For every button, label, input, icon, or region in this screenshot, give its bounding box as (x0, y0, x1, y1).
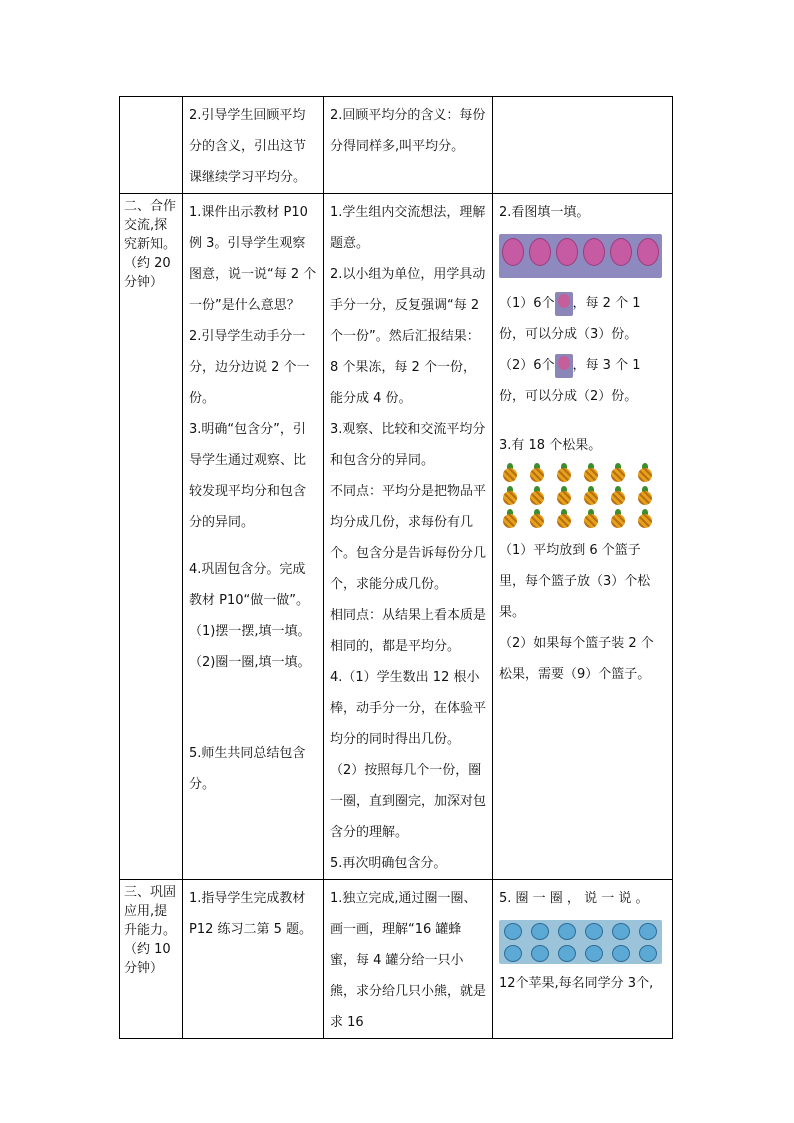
apple-icon (612, 945, 630, 962)
pinecone-icon (582, 509, 600, 529)
lesson-plan-table (119, 96, 673, 1039)
teacher-step: 3.明确“包含分”，引导学生通过观察、比较发现平均分和包含分的异同。 (189, 422, 307, 530)
balloon-picture (499, 234, 662, 278)
teacher-cell (183, 97, 324, 194)
student-cell (324, 880, 493, 1039)
apple-icon (504, 945, 522, 962)
pinecone-icon (555, 463, 573, 483)
stage-cell (120, 880, 183, 1039)
teacher-step: 2.引导学生回顾平均分的含义，引出这节课继续学习平均分。 (189, 108, 307, 185)
balloon-icon (556, 238, 578, 266)
exercise-item-lead: （1）6个 (499, 296, 555, 311)
student-cell (324, 194, 493, 880)
pinecone-icon (609, 463, 627, 483)
apple-icon (558, 945, 576, 962)
teacher-cell (183, 880, 324, 1039)
pinecone-icon (636, 463, 654, 483)
student-step: 1.学生组内交流想法，理解题意。 (330, 205, 486, 251)
pinecone-icon (636, 509, 654, 529)
exercise-item-tail: ，每 3 个 1 份，可以分成（2）份。 (499, 358, 641, 404)
pinecone-icon (528, 486, 546, 506)
exercise-item (499, 288, 666, 350)
exercise-item: 12个苹果,每名同学分 3个, (499, 976, 654, 991)
pinecone-icon (609, 486, 627, 506)
student-step: 相同点：从结果上看本质是相同的，都是平均分。 (330, 608, 487, 654)
student-step: 1.独立完成,通过圈一圈、画一画，理解“16 罐蜂蜜，每 4 罐分给一只小熊，求分给几只小熊，就是求 16 (330, 891, 487, 1030)
teacher-step: （2)圈一圈,填一填。 (189, 655, 311, 670)
exercise-item (499, 350, 666, 412)
student-step: 不同点：平均分是把物品平均分成几份，求每份有几个。包含分是告诉每份分几个，求能分成几份。 (330, 484, 487, 592)
stage-label (120, 97, 182, 100)
apple-picture (499, 920, 662, 964)
stage-cell (120, 194, 183, 880)
teacher-step: 1.课件出示教材 P10 例 3。引导学生观察图意，说一说“每 2 个一份”是什么意思？ (189, 205, 317, 313)
teacher-cell (183, 194, 324, 880)
apple-icon (531, 945, 549, 962)
apple-icon (639, 923, 657, 940)
teacher-step: 4.巩固包含分。完成教材 P10“做一做”。 (189, 562, 309, 608)
stage-label: 二、合作交流,探究新知。（约 20 分钟） (124, 199, 177, 290)
stage-cell (120, 97, 183, 194)
pinecone-icon (636, 486, 654, 506)
practice-cell (493, 97, 673, 194)
student-step: 2.回顾平均分的含义：每份分得同样多,叫平均分。 (330, 108, 486, 154)
balloon-icon (583, 238, 605, 266)
apple-icon (585, 945, 603, 962)
apple-icon (531, 923, 549, 940)
teacher-step: 2.引导学生动手分一分，边分边说 2 个一份。 (189, 329, 310, 406)
practice-cell (493, 880, 673, 1039)
student-step: （2）按照每几个一份，圈一圈，直到圈完，加深对包含分的理解。 (330, 763, 487, 840)
pinecone-icon (555, 486, 573, 506)
teacher-step: 1.指导学生完成教材 P12 练习二第 5 题。 (189, 891, 313, 937)
apple-icon (612, 923, 630, 940)
table-row (120, 194, 673, 880)
table-row (120, 880, 673, 1039)
apple-icon (504, 923, 522, 940)
student-step: 5.再次明确包含分。 (330, 856, 447, 871)
student-step: 2.以小组为单位，用学具动手分一分，反复强调“每 2 个一份”。然后汇报结果：8 个果冻，每 2 个一份，能分成 4 份。 (330, 267, 486, 406)
table-row (120, 97, 673, 194)
teacher-step: 5.师生共同总结包含分。 (189, 746, 306, 792)
pinecone-icon (528, 509, 546, 529)
exercise-item-lead: （2）6个 (499, 358, 555, 373)
balloon-icon (637, 238, 659, 266)
teacher-step: （1)摆一摆,填一填。 (189, 624, 311, 639)
pinecone-picture (501, 463, 666, 529)
apple-icon (558, 923, 576, 940)
exercise-title: 5. 圈 一 圈 ， 说 一 说 。 (499, 891, 649, 906)
stage-label: 三、巩固应用,提升能力。（约 10 分钟） (124, 885, 177, 976)
pinecone-icon (501, 463, 519, 483)
pinecone-icon (555, 509, 573, 529)
exercise-title: 3.有 18 个松果。 (499, 438, 602, 453)
exercise-title: 2.看图填一填。 (499, 205, 590, 220)
student-step: 3.观察、比较和交流平均分和包含分的异同。 (330, 422, 486, 468)
balloon-icon (529, 238, 551, 266)
exercise-item: （2）如果每个篮子装 2 个松果，需要（9）个篮子。 (499, 636, 654, 682)
pinecone-icon (609, 509, 627, 529)
balloon-icon (555, 354, 573, 378)
pinecone-icon (501, 509, 519, 529)
pinecone-icon (501, 486, 519, 506)
balloon-icon (502, 238, 524, 266)
practice-cell (493, 194, 673, 880)
balloon-icon (555, 292, 573, 316)
pinecone-icon (582, 486, 600, 506)
pinecone-icon (582, 463, 600, 483)
apple-icon (639, 945, 657, 962)
apple-icon (585, 923, 603, 940)
balloon-icon (610, 238, 632, 266)
student-cell (324, 97, 493, 194)
pinecone-icon (528, 463, 546, 483)
exercise-item-tail: ，每 2 个 1 份，可以分成（3）份。 (499, 296, 641, 342)
student-step: 4.（1）学生数出 12 根小棒，动手分一分，在体验平均分的同时得出几份。 (330, 670, 487, 747)
exercise-item: （1）平均放到 6 个篮子里，每个篮子放（3）个松果。 (499, 543, 651, 620)
